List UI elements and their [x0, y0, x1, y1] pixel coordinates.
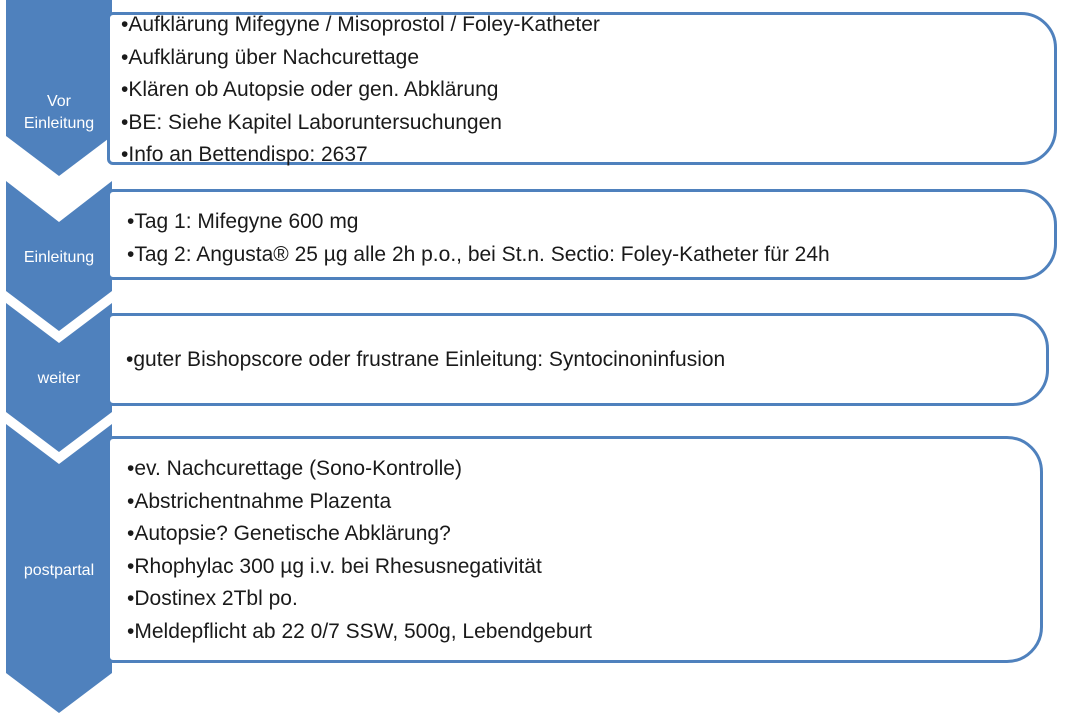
stage-label-weiter: weiter: [37, 370, 81, 387]
list-item: • BE: Siehe Kapitel Laboruntersuchungen: [121, 107, 1054, 140]
content-box-postpartal: [107, 436, 1043, 663]
bullet-list: [126, 344, 1046, 377]
chevron-vor-einleitung: [6, 0, 112, 176]
list-item: • Rhophylac 300 µg i.v. bei Rhesusnegativität: [127, 551, 1040, 584]
list-item: • guter Bishopscore oder frustrane Einleitung: Syntocinoninfusion: [126, 344, 1046, 377]
list-item: • Dostinex 2Tbl po.: [127, 583, 1040, 616]
content-box-vor-einleitung: [107, 12, 1057, 165]
list-item: • ev. Nachcurettage (Sono-Kontrolle): [127, 453, 1040, 486]
list-item: • Autopsie? Genetische Abklärung?: [127, 518, 1040, 551]
list-item: • Klären ob Autopsie oder gen. Abklärung: [121, 74, 1054, 107]
stage-label-vor-einleitung: [3, 91, 115, 135]
bullet-list: [121, 9, 1054, 172]
bullet-list: [127, 453, 1040, 648]
list-item: • Tag 1: Mifegyne 600 mg: [127, 206, 1054, 239]
list-item: • Aufklärung Mifegyne / Misoprostol / Foley-Katheter: [121, 9, 1054, 42]
stage-label-line: Vor: [46, 93, 71, 110]
list-item: • Aufklärung über Nachcurettage: [121, 42, 1054, 75]
stage-label-line: Einleitung: [23, 115, 95, 132]
stage-label-postpartal: postpartal: [23, 562, 95, 579]
list-item: • Abstrichentnahme Plazenta: [127, 486, 1040, 519]
list-item: • Info an Bettendispo: 2637: [121, 139, 1054, 172]
list-item: • Tag 2: Angusta® 25 µg alle 2h p.o., bei St.n. Sectio: Foley-Katheter für 24h: [127, 239, 1054, 272]
list-item: • Meldepflicht ab 22 0/7 SSW, 500g, Lebendgeburt: [127, 616, 1040, 649]
content-box-einleitung: [107, 189, 1057, 280]
stage-label-einleitung: Einleitung: [23, 249, 95, 266]
content-box-weiter: [107, 313, 1049, 406]
bullet-list: [127, 206, 1054, 271]
